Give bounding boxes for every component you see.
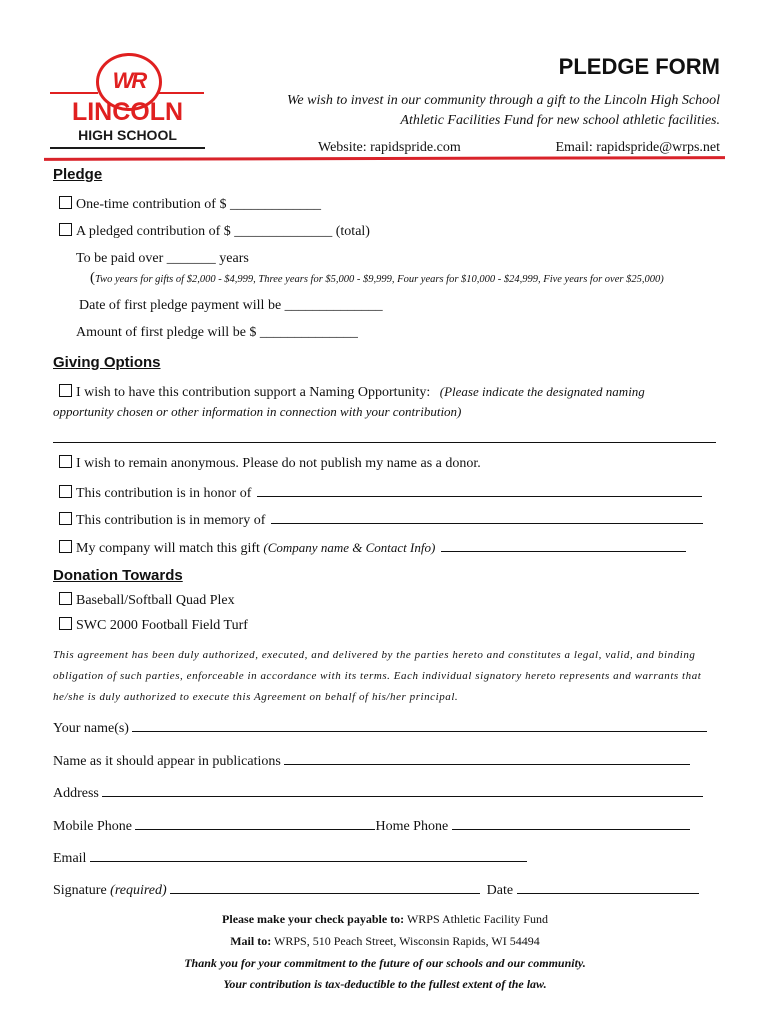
payable-to-line (0, 912, 770, 927)
naming-note-2: opportunity chosen or other information in connection with your contribution) (53, 404, 462, 419)
naming-note-1: (Please indicate the designated naming (439, 384, 645, 399)
company-match-note: (Company name & Contact Info) (263, 540, 436, 555)
publication-name-label: Name as it should appear in publications (53, 754, 281, 769)
honor-checkbox[interactable] (59, 485, 72, 498)
naming-option[interactable] (59, 384, 645, 401)
donation-item-checkbox[interactable] (59, 592, 72, 605)
agreement-line-2: obligation of such parties, enforceable in accordance with its terms. Each individual signatory hereto represents and warrants that (53, 670, 702, 682)
memory-label: This contribution is in memory of (76, 513, 266, 528)
mail-to-line (0, 934, 770, 949)
logo-subtitle: HIGH SCHOOL (78, 127, 177, 143)
payable-to-value: WRPS Athletic Facility Fund (406, 912, 548, 926)
company-match-option[interactable] (59, 538, 686, 557)
signature-required-note: (required) (110, 883, 167, 898)
donation-towards-heading: Donation Towards (53, 567, 183, 584)
signature-label: Signature (53, 883, 107, 898)
names-input-line[interactable] (132, 718, 707, 732)
address-label: Address (53, 786, 99, 801)
one-time-checkbox[interactable] (59, 196, 72, 209)
company-match-label: My company will match this gift (76, 541, 260, 556)
one-time-label: One-time contribution of $ _____________ (76, 197, 321, 212)
donation-item-checkbox[interactable] (59, 617, 72, 630)
pledge-terms-text: Two years for gifts of $2,000 - $4,999, Three years for $5,000 - $9,999, Four years for $10,000 - $24,999, Five years for over $25,000) (95, 274, 664, 285)
logo-name: LINCOLN (71, 98, 184, 126)
anonymous-option[interactable] (59, 455, 481, 472)
mail-to-value: WRPS, 510 Peach Street, Wisconsin Rapids, WI 54494 (274, 934, 540, 948)
first-payment-amount-field[interactable]: Amount of first pledge will be $ ______________ (76, 325, 358, 340)
school-logo (50, 50, 205, 160)
logo-bottom-rule (50, 147, 205, 149)
publication-name-field[interactable] (53, 751, 690, 770)
first-payment-date-field[interactable]: Date of first pledge payment will be ______________ (79, 298, 383, 313)
agreement-line-3: he/she is duly authorized to execute this Agreement on behalf of his/her principal. (53, 691, 459, 703)
donation-item-label: SWC 2000 Football Field Turf (76, 618, 248, 633)
mail-to-label: Mail to: (230, 934, 272, 948)
email-text: Email: rapidspride@wrps.net (555, 140, 720, 155)
naming-label: I wish to have this contribution support a Naming Opportunity: (76, 385, 431, 400)
pledge-terms-open: ( (90, 270, 95, 286)
publication-name-input-line[interactable] (284, 751, 690, 765)
intro-line-1: We wish to invest in our community through a gift to the Lincoln High School (287, 93, 720, 108)
pledge-terms-note (90, 270, 664, 287)
donation-item-label: Baseball/Softball Quad Plex (76, 593, 235, 608)
names-label: Your name(s) (53, 721, 129, 736)
honor-input-line[interactable] (257, 483, 702, 497)
logo-monogram: WR (112, 68, 146, 93)
memory-checkbox[interactable] (59, 512, 72, 525)
logo-top-rule-right (156, 92, 204, 94)
naming-checkbox[interactable] (59, 384, 72, 397)
one-time-option[interactable] (59, 196, 321, 213)
website-text: Website: rapidspride.com (318, 140, 461, 155)
address-input-line[interactable] (102, 783, 703, 797)
payable-to-label: Please make your check payable to: (222, 912, 405, 926)
home-phone-input-line[interactable] (452, 816, 690, 830)
pledged-option[interactable] (59, 223, 370, 240)
memory-option[interactable] (59, 510, 703, 529)
pledge-heading: Pledge (53, 166, 103, 183)
paid-over-field[interactable]: To be paid over _______ years (76, 251, 249, 266)
agreement-line-1: This agreement has been duly authorized, executed, and delivered by the parties hereto and constitutes a legal, valid, and binding (53, 649, 696, 661)
thank-you-note: Thank you for your commitment to the future of our schools and our community. (184, 956, 586, 970)
donation-item[interactable] (59, 617, 248, 634)
tax-deductible-note: Your contribution is tax-deductible to the fullest extent of the law. (223, 977, 547, 991)
logo-top-rule (50, 92, 98, 94)
signature-input-line[interactable] (170, 880, 480, 894)
date-input-line[interactable] (517, 880, 699, 894)
pledged-label: A pledged contribution of $ ______________ (total) (76, 224, 370, 239)
mobile-phone-field[interactable] (53, 816, 690, 835)
pledged-checkbox[interactable] (59, 223, 72, 236)
home-phone-label: Home Phone (375, 819, 449, 834)
email-label: Email (53, 851, 87, 866)
address-field[interactable] (53, 783, 703, 802)
page-title: PLEDGE FORM (558, 54, 720, 79)
mobile-phone-label: Mobile Phone (53, 819, 132, 834)
date-label: Date (486, 883, 514, 898)
anonymous-label: I wish to remain anonymous. Please do not publish my name as a donor. (76, 456, 481, 471)
names-field[interactable] (53, 718, 707, 737)
giving-options-heading: Giving Options (53, 354, 161, 371)
memory-input-line[interactable] (271, 510, 703, 524)
header-rule (44, 156, 725, 161)
signature-field[interactable] (53, 880, 699, 899)
intro-line-2: Athletic Facilities Fund for new school athletic facilities. (400, 113, 720, 128)
donation-item[interactable] (59, 592, 235, 609)
anonymous-checkbox[interactable] (59, 455, 72, 468)
honor-label: This contribution is in honor of (76, 486, 252, 501)
company-match-checkbox[interactable] (59, 540, 72, 553)
honor-option[interactable] (59, 483, 702, 502)
mobile-phone-input-line[interactable] (135, 816, 375, 830)
email-input-line[interactable] (90, 848, 527, 862)
email-field[interactable] (53, 848, 527, 867)
company-match-input-line[interactable] (441, 538, 686, 552)
naming-details-line[interactable] (53, 442, 716, 443)
